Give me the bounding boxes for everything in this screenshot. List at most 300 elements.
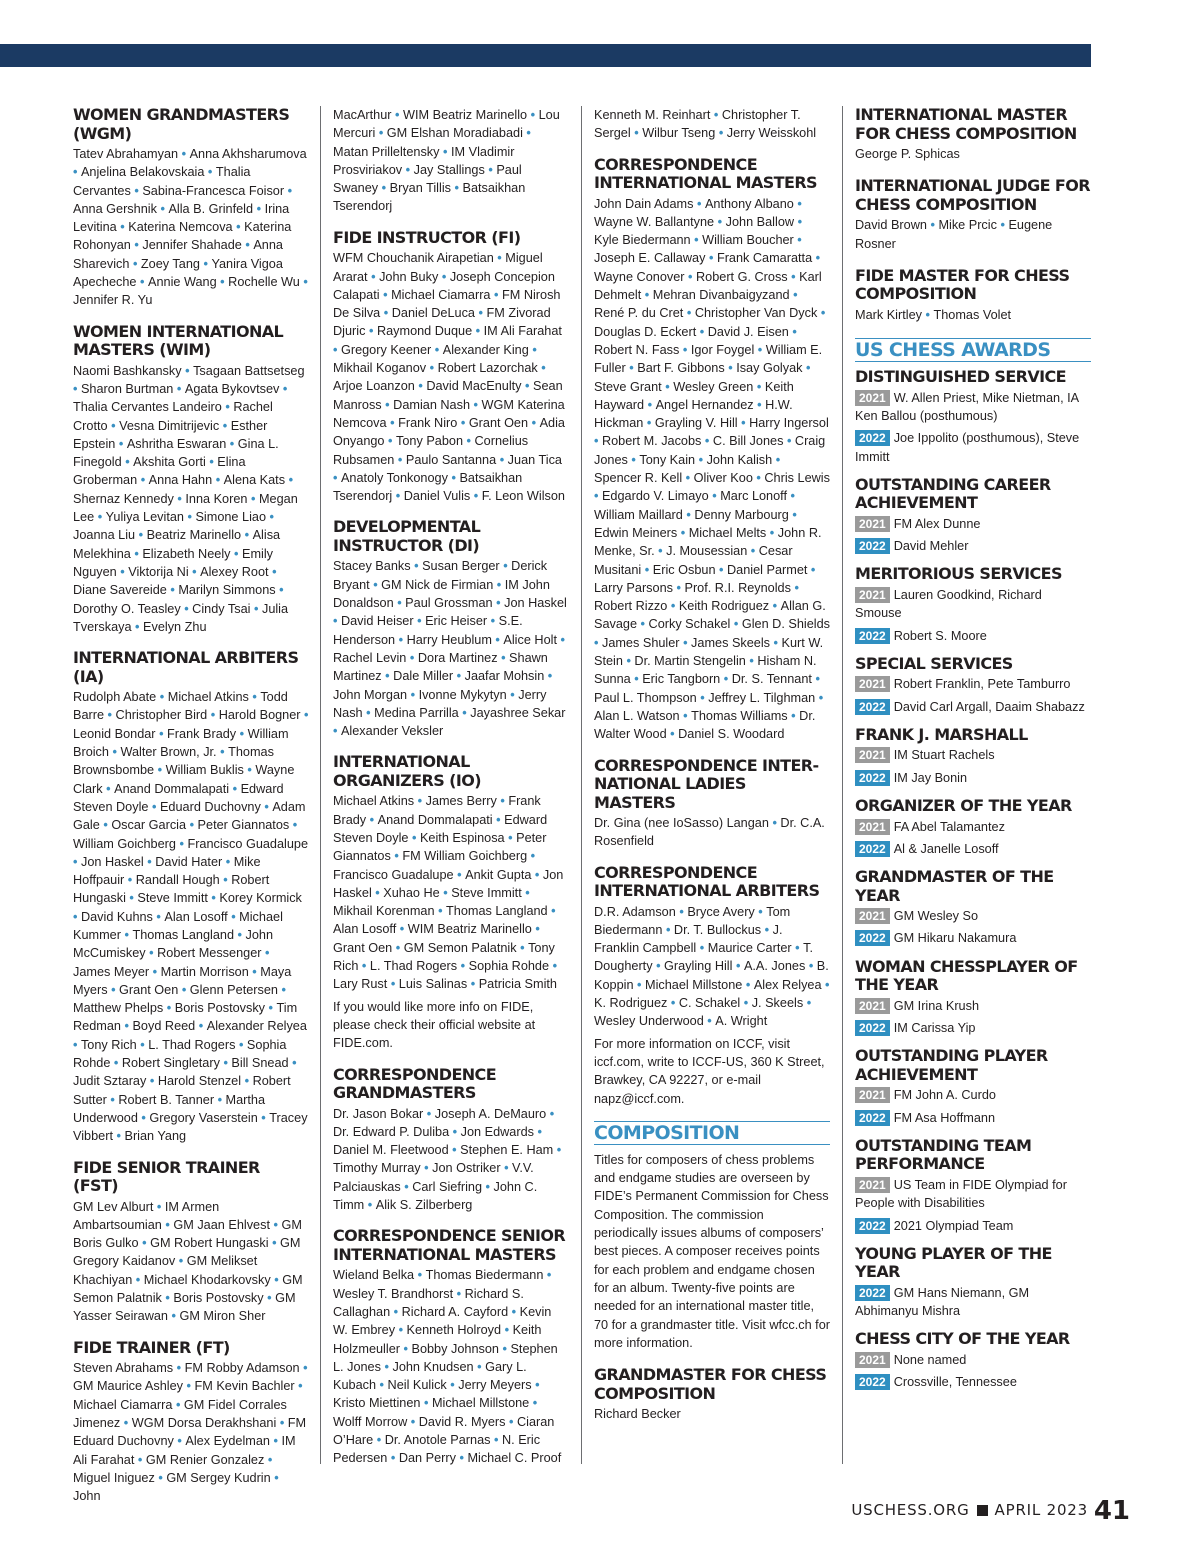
award-grandmaster-of-the-year bbox=[855, 868, 1091, 948]
person-name: William Broich bbox=[73, 726, 289, 760]
section-heading: INTERNATIONAL MASTER FOR CHESS COMPOSITION bbox=[855, 105, 1077, 143]
bullet-separator: • bbox=[277, 982, 286, 997]
bullet-separator: • bbox=[420, 1161, 433, 1176]
bullet-separator: • bbox=[387, 977, 399, 992]
person-name: B. Koppin bbox=[594, 959, 829, 992]
bullet-separator: • bbox=[463, 434, 475, 449]
bullet-separator: • bbox=[521, 379, 534, 394]
bullet-separator: • bbox=[504, 831, 517, 845]
column-rule bbox=[842, 106, 843, 1464]
bullet-separator: • bbox=[219, 418, 231, 433]
person-name: GM Robert Hungaski bbox=[150, 1236, 269, 1251]
award-recipient: None named bbox=[893, 1352, 967, 1367]
person-name: Daniel M. Fleetwood bbox=[333, 1143, 449, 1158]
person-name: Wesley Green bbox=[673, 379, 754, 394]
bullet-separator: • bbox=[406, 650, 418, 665]
award-recipient: GM Hans Niemann, GM Abhimanyu Mishra bbox=[855, 1285, 1030, 1319]
person-name: Frank Camaratta bbox=[716, 251, 813, 266]
bullet-separator: • bbox=[180, 601, 193, 616]
bullet-separator: • bbox=[506, 687, 519, 702]
bullet-separator: • bbox=[447, 470, 460, 485]
bullet-separator: • bbox=[369, 577, 382, 592]
bullet-separator: • bbox=[701, 434, 713, 449]
person-name: William Boucher bbox=[702, 233, 794, 248]
bullet-separator: • bbox=[257, 1110, 270, 1125]
bullet-separator: • bbox=[788, 324, 797, 339]
bullet-separator: • bbox=[531, 1378, 540, 1393]
bullet-separator: • bbox=[243, 763, 256, 778]
person-name: Mike Hoffpauir bbox=[73, 854, 261, 888]
bullet-separator: • bbox=[186, 818, 198, 833]
bullet-separator: • bbox=[812, 251, 821, 266]
year-badge: 2022 bbox=[855, 430, 890, 446]
bullet-separator: • bbox=[73, 854, 81, 869]
name-list bbox=[73, 145, 309, 310]
person-name: Rudolph Abate bbox=[73, 690, 157, 705]
person-name: Neil Kulick bbox=[387, 1378, 447, 1393]
person-name: Bryan Tillis bbox=[389, 181, 451, 196]
bullet-separator: • bbox=[667, 996, 679, 1011]
person-name: John Ballow bbox=[725, 214, 795, 229]
section-correspondence-grandmasters bbox=[333, 1066, 569, 1215]
person-name: D.R. Adamson bbox=[594, 904, 676, 919]
award-title: WOMAN CHESSPLAYER OF THE YEAR bbox=[855, 956, 1078, 995]
bullet-separator: • bbox=[392, 940, 404, 955]
person-name: N. Eric Pedersen bbox=[333, 1433, 541, 1466]
person-name: Richard S. Callaghan bbox=[333, 1286, 524, 1319]
bullet-separator: • bbox=[121, 455, 134, 470]
person-name: René P. du Cret bbox=[594, 306, 684, 321]
bullet-separator: • bbox=[333, 470, 341, 485]
person-name: Cornelius Rubsamen bbox=[333, 434, 529, 467]
award-entry bbox=[855, 675, 1091, 693]
year-badge: 2021 bbox=[855, 1352, 890, 1368]
section-heading: INTERNATIONAL ORGANIZERS (IO) bbox=[333, 752, 481, 790]
award-entry bbox=[855, 1176, 1091, 1213]
bullet-separator: • bbox=[802, 361, 811, 376]
person-name: Sabina-Francesca Foisor bbox=[142, 183, 285, 198]
bullet-separator: • bbox=[753, 397, 766, 412]
column-rule bbox=[581, 106, 582, 1464]
bullet-separator: • bbox=[235, 1037, 247, 1052]
person-name: Mike Prcic bbox=[938, 218, 997, 233]
person-name: Spencer R. Kell bbox=[594, 471, 683, 486]
footer-issue: APRIL 2023 bbox=[994, 1501, 1088, 1519]
person-name: Harold Bogner bbox=[218, 708, 301, 723]
person-name: Juan Tica bbox=[507, 452, 562, 467]
section-heading: GRANDMASTER FOR CHESS COMPOSITION bbox=[594, 1365, 827, 1403]
person-name: GM Lev Alburt bbox=[73, 1199, 154, 1214]
bullet-separator: • bbox=[124, 873, 136, 888]
bullet-separator: • bbox=[499, 559, 512, 574]
bullet-separator: • bbox=[724, 361, 737, 376]
bullet-separator: • bbox=[667, 599, 679, 614]
section-fide-trainer-ft bbox=[73, 1339, 309, 1506]
person-name: Wayne Conover bbox=[594, 269, 685, 284]
bullet-separator: • bbox=[387, 1451, 399, 1466]
bullet-separator: • bbox=[263, 1291, 276, 1306]
section-heading: CORRESPONDENCE INTERNATIONAL ARBITERS bbox=[594, 862, 820, 901]
person-name: J. Skeels bbox=[751, 996, 804, 1011]
award-entry bbox=[855, 586, 1091, 623]
award-outstanding-player-achievement bbox=[855, 1047, 1091, 1127]
award-entry bbox=[855, 1217, 1091, 1235]
person-name: Jon Edwards bbox=[460, 1124, 534, 1139]
bullet-separator: • bbox=[703, 1014, 716, 1029]
person-name: Patricia Smith bbox=[478, 977, 557, 992]
bullet-separator: • bbox=[482, 1179, 494, 1194]
year-badge: 2022 bbox=[855, 930, 890, 946]
bullet-separator: • bbox=[261, 946, 270, 961]
person-name: John Knudsen bbox=[392, 1359, 474, 1374]
person-name: Esther Epstein bbox=[73, 418, 268, 451]
person-name: Robert N. Fass bbox=[594, 342, 680, 357]
award-recipient: Lauren Goodkind, Richard Smouse bbox=[855, 587, 1042, 621]
person-name: Judit Sztaray bbox=[73, 1074, 147, 1089]
section-correspondence-international-masters bbox=[594, 156, 830, 744]
bullet-separator: • bbox=[219, 1056, 232, 1071]
person-name: L. Thad Rogers bbox=[369, 959, 458, 974]
bullet-separator: • bbox=[395, 1323, 407, 1338]
bullet-separator: • bbox=[178, 982, 190, 997]
bullet-separator: • bbox=[682, 507, 695, 522]
bullet-separator: • bbox=[528, 342, 537, 357]
person-name: Tsagaan Battsetseg bbox=[193, 363, 305, 378]
person-name: Damian Nash bbox=[393, 397, 471, 412]
person-name: William Buklis bbox=[165, 763, 244, 778]
bullet-separator: • bbox=[400, 1179, 413, 1194]
person-name: Alexander King bbox=[442, 342, 529, 357]
person-name: Anna Akhsharumova bbox=[189, 147, 307, 161]
award-organizer-of-the-year bbox=[855, 797, 1091, 858]
bullet-separator: • bbox=[696, 941, 708, 956]
award-entry bbox=[855, 769, 1091, 787]
column-rule bbox=[320, 106, 321, 1464]
bullet-separator: • bbox=[270, 1272, 283, 1287]
person-name: David Kuhns bbox=[80, 909, 153, 924]
bullet-separator: • bbox=[73, 165, 81, 180]
bullet-separator: • bbox=[381, 669, 394, 684]
person-name: Tracey Vibbert bbox=[73, 1110, 308, 1144]
person-name: Alexey Root bbox=[200, 564, 269, 579]
person-name: Ashritha Eswaran bbox=[126, 436, 227, 451]
name-list bbox=[594, 814, 830, 851]
person-name: Frank Niro bbox=[398, 415, 458, 430]
bullet-separator: • bbox=[652, 959, 665, 974]
person-name: Katerina Nemcova bbox=[128, 220, 233, 235]
bullet-separator: • bbox=[264, 1452, 273, 1467]
bullet-separator: • bbox=[661, 379, 674, 394]
person-name: Eduard Duchovny bbox=[159, 799, 261, 814]
bullet-separator: • bbox=[268, 1236, 281, 1251]
bullet-separator: • bbox=[399, 1341, 412, 1356]
person-name: Jayashree Sekar bbox=[470, 705, 566, 720]
bullet-separator: • bbox=[294, 1379, 303, 1394]
person-name: Boris Postovsky bbox=[174, 1001, 266, 1016]
award-entry bbox=[855, 1373, 1091, 1391]
bullet-separator: • bbox=[107, 982, 120, 997]
person-name: IM Ali Farahat bbox=[483, 324, 562, 339]
bullet-separator: • bbox=[241, 528, 253, 543]
person-name: Michael Atkins bbox=[167, 690, 249, 705]
year-badge: 2021 bbox=[855, 998, 890, 1014]
award-entry bbox=[855, 840, 1091, 858]
person-name: Alex Relyea bbox=[753, 977, 822, 992]
bullet-separator: • bbox=[138, 1236, 151, 1251]
person-name: Stephen L. Jones bbox=[333, 1341, 558, 1374]
bullet-separator: • bbox=[375, 126, 387, 141]
bullet-separator: • bbox=[299, 1361, 308, 1376]
award-recipient: Joe Ippolito (posthumous), Steve Immitt bbox=[855, 431, 1080, 464]
person-name: Alice Holt bbox=[503, 632, 557, 647]
person-name: Emily Nguyen bbox=[73, 546, 274, 579]
award-title: FRANK J. MARSHALL bbox=[855, 724, 1028, 744]
award-title: OUTSTANDING TEAM PERFORMANCE bbox=[855, 1135, 1032, 1174]
bullet-separator: • bbox=[270, 1470, 279, 1485]
bullet-separator: • bbox=[172, 1397, 184, 1412]
year-badge: 2022 bbox=[855, 1218, 890, 1234]
person-name: Harold Stenzel bbox=[157, 1074, 242, 1089]
person-name: Steven Abrahams bbox=[73, 1361, 174, 1376]
bullet-separator: • bbox=[146, 1074, 158, 1089]
person-name: Dr. S. Tennant bbox=[731, 672, 812, 687]
bullet-separator: • bbox=[188, 564, 201, 579]
section-heading: INTERNATIONAL ARBITERS (IA) bbox=[73, 648, 299, 686]
award-recipient: GM Wesley So bbox=[893, 909, 979, 924]
section-continued bbox=[594, 106, 830, 143]
award-entry bbox=[855, 389, 1091, 426]
person-name: Derick Bryant bbox=[333, 559, 548, 592]
section-developmental-instructor-di bbox=[333, 518, 569, 740]
award-recipient: 2021 Olympiad Team bbox=[893, 1218, 1014, 1233]
bullet-separator: • bbox=[236, 726, 248, 741]
person-name: Batsaikhan Tserendorj bbox=[333, 470, 523, 504]
person-name: Rochelle Wu bbox=[228, 275, 300, 290]
person-name: Anatoly Tonkonogy bbox=[340, 470, 448, 485]
bullet-separator: • bbox=[384, 434, 396, 449]
bullet-separator: • bbox=[754, 342, 766, 357]
person-name: L. Thad Rogers bbox=[148, 1037, 236, 1052]
award-woman-chessplayer-of-the-year bbox=[855, 958, 1091, 1038]
bullet-separator: • bbox=[173, 1361, 185, 1376]
bullet-separator: • bbox=[73, 381, 81, 396]
bullet-separator: • bbox=[173, 1434, 186, 1449]
bullet-separator: • bbox=[470, 397, 482, 412]
person-name: Jeffrey L. Tilghman bbox=[708, 690, 816, 705]
bullet-separator: • bbox=[497, 650, 510, 665]
bullet-separator: • bbox=[268, 564, 277, 579]
year-badge: 2022 bbox=[855, 1285, 890, 1301]
bullet-separator: • bbox=[547, 904, 556, 919]
bullet-separator: • bbox=[134, 1452, 146, 1467]
name-list bbox=[855, 145, 1091, 163]
bullet-separator: • bbox=[378, 181, 390, 196]
bullet-separator: • bbox=[99, 818, 112, 833]
person-name: Matan Prilleltensky bbox=[333, 144, 440, 159]
year-badge: 2021 bbox=[855, 1177, 890, 1193]
bullet-separator: • bbox=[149, 964, 161, 979]
person-name: Marc Lonoff bbox=[720, 489, 787, 504]
person-name: Bryce Avery bbox=[687, 904, 755, 919]
person-name: Tim Redman bbox=[73, 1001, 298, 1034]
person-name: Prof. R.I. Reynolds bbox=[684, 580, 791, 595]
bullet-separator: • bbox=[439, 885, 452, 900]
person-name: Leonid Bondar bbox=[73, 726, 156, 741]
bullet-separator: • bbox=[732, 959, 744, 974]
person-name: Rachel Crotto bbox=[73, 400, 273, 433]
person-name: James Shuler bbox=[601, 635, 680, 650]
section-international-master-for-chess-composition bbox=[855, 106, 1091, 163]
section-continued bbox=[333, 106, 569, 216]
person-name: C. Schakel bbox=[678, 996, 741, 1011]
bullet-separator: • bbox=[379, 287, 392, 302]
person-name: Adia Onyango bbox=[333, 415, 565, 449]
award-recipient: FM John A. Curdo bbox=[893, 1088, 996, 1103]
bullet-separator: • bbox=[641, 562, 653, 577]
year-badge: 2021 bbox=[855, 747, 890, 763]
person-name: Peter Giannatos bbox=[333, 831, 547, 864]
person-name: Gary L. Kubach bbox=[333, 1359, 527, 1393]
bullet-separator: • bbox=[120, 927, 133, 942]
award-entry bbox=[855, 537, 1091, 555]
bullet-separator: • bbox=[373, 1433, 385, 1448]
bullet-separator: • bbox=[393, 596, 406, 611]
person-name: Jennifer R. Yu bbox=[73, 293, 153, 308]
award-recipient: Robert S. Moore bbox=[893, 628, 987, 643]
award-entry bbox=[855, 818, 1091, 836]
person-name: Michael Millstone bbox=[645, 977, 743, 992]
name-list bbox=[73, 688, 309, 1145]
award-entry bbox=[855, 429, 1091, 466]
bullet-separator: • bbox=[448, 1143, 461, 1158]
person-name: FM Eduard Duchovny bbox=[73, 1416, 307, 1449]
bullet-separator: • bbox=[926, 218, 939, 233]
bullet-separator: • bbox=[815, 690, 824, 705]
bullet-separator: • bbox=[362, 705, 375, 720]
person-name: Peter Giannatos bbox=[197, 818, 290, 833]
bullet-separator: • bbox=[438, 269, 450, 284]
bullet-separator: • bbox=[783, 434, 795, 449]
person-name: Wayne Clark bbox=[73, 763, 295, 796]
person-name: Katerina Rohonyan bbox=[73, 220, 292, 253]
year-badge: 2021 bbox=[855, 390, 890, 406]
person-name: Francisco Guadalupe bbox=[187, 836, 309, 851]
person-name: Thomas Biedermann bbox=[425, 1268, 544, 1283]
bullet-separator: • bbox=[458, 705, 471, 720]
section-correspondence-international-arbiters bbox=[594, 864, 830, 1108]
bullet-separator: • bbox=[543, 1268, 552, 1283]
person-name: Angel Hernandez bbox=[655, 397, 754, 412]
person-name: Batsaikhan Tserendorj bbox=[333, 181, 526, 214]
bullet-separator: • bbox=[457, 959, 469, 974]
person-name: Mehran Divanbaigyzand bbox=[652, 288, 790, 303]
bullet-separator: • bbox=[679, 708, 692, 723]
bullet-separator: • bbox=[715, 126, 727, 141]
bullet-separator: • bbox=[407, 687, 419, 702]
bullet-separator: • bbox=[365, 324, 377, 339]
person-name: FM Robby Adamson bbox=[184, 1361, 300, 1376]
bullet-separator: • bbox=[472, 324, 484, 339]
bullet-separator: • bbox=[737, 416, 750, 431]
person-name: GM Melikset Khachiyan bbox=[73, 1254, 258, 1287]
person-name: Alisa Melekhina bbox=[73, 528, 281, 561]
bullet-separator: • bbox=[710, 108, 722, 122]
person-name: GM Gregory Kaidanov bbox=[73, 1236, 301, 1269]
person-name: Raymond Duque bbox=[376, 324, 473, 339]
person-name: GM Semon Palatnik bbox=[73, 1272, 303, 1306]
name-list bbox=[333, 106, 569, 216]
person-name: Robert B. Tanner bbox=[118, 1092, 215, 1107]
bullet-separator: • bbox=[285, 473, 294, 488]
person-name: Edwin Meiners bbox=[594, 525, 678, 540]
section-grandmaster-for-chess-composition bbox=[594, 1366, 830, 1423]
person-name: Bill Snead bbox=[231, 1056, 289, 1071]
award-title: CHESS CITY OF THE YEAR bbox=[855, 1329, 1070, 1349]
person-name: Alan Losoff bbox=[164, 909, 228, 924]
bullet-separator: • bbox=[730, 617, 742, 632]
award-title: ORGANIZER OF THE YEAR bbox=[855, 796, 1072, 816]
bullet-separator: • bbox=[390, 849, 403, 864]
person-name: Boyd Reed bbox=[132, 1019, 196, 1034]
person-name: Gregory Keener bbox=[340, 342, 432, 357]
award-recipient: IM Jay Bonin bbox=[893, 770, 968, 785]
award-title: MERITORIOUS SERVICES bbox=[855, 564, 1062, 584]
person-name: Michael Khodarkovsky bbox=[143, 1272, 271, 1287]
bullet-separator: • bbox=[684, 269, 696, 284]
person-name: Eric Tangborn bbox=[642, 672, 721, 687]
bullet-separator: • bbox=[794, 214, 803, 229]
bullet-separator: • bbox=[679, 635, 692, 650]
person-name: John C. Timm bbox=[333, 1179, 538, 1213]
person-name: Harry Heublum bbox=[406, 632, 492, 647]
person-name: Edward Steven Doyle bbox=[333, 812, 548, 845]
bullet-separator: • bbox=[234, 927, 246, 942]
award-chess-city-of-the-year bbox=[855, 1330, 1091, 1391]
bullet-separator: • bbox=[161, 1291, 174, 1306]
bullet-separator: • bbox=[195, 1019, 207, 1034]
person-name: Bobby Johnson bbox=[411, 1341, 499, 1356]
person-name: Alan L. Watson bbox=[594, 708, 680, 723]
section-correspondence-senior-international-masters bbox=[333, 1227, 569, 1467]
person-name: IM Vladimir Prosviriakov bbox=[333, 144, 515, 177]
person-name: Wolff Morrow bbox=[333, 1414, 408, 1429]
bullet-separator: • bbox=[299, 275, 308, 290]
person-name: Jerry Meyers bbox=[458, 1378, 532, 1393]
section-heading: CORRESPONDENCE SENIOR INTERNATIONAL MASTERS bbox=[333, 1226, 566, 1264]
person-name: Inna Koren bbox=[185, 491, 248, 506]
person-name: George P. Sphicas bbox=[855, 147, 960, 161]
person-name: Miguel Iniguez bbox=[73, 1470, 155, 1485]
award-recipient: IM Carissa Yip bbox=[893, 1021, 976, 1036]
person-name: Wesley T. Brandhorst bbox=[333, 1286, 454, 1301]
bullet-separator: • bbox=[921, 307, 934, 322]
name-list bbox=[594, 106, 830, 143]
person-name: IM John Donaldson bbox=[333, 577, 550, 611]
person-name: Grant Oen bbox=[333, 940, 393, 955]
person-name: Irina Levitina bbox=[73, 201, 290, 235]
person-name: Simone Liao bbox=[195, 510, 266, 525]
award-recipient: IM Stuart Rachels bbox=[893, 748, 995, 763]
person-name: WFM Chouchanik Airapetian bbox=[333, 251, 494, 266]
bullet-separator: • bbox=[380, 1359, 393, 1374]
award-entry bbox=[855, 746, 1091, 764]
award-title: OUTSTANDING CAREER ACHIEVEMENT bbox=[855, 474, 1051, 513]
year-badge: 2022 bbox=[855, 628, 890, 644]
person-name: Dr. C.A. Rosenfield bbox=[594, 816, 825, 849]
bullet-separator: • bbox=[527, 108, 539, 122]
person-name: Anna Hahn bbox=[148, 473, 213, 488]
bullet-separator: • bbox=[381, 397, 394, 412]
